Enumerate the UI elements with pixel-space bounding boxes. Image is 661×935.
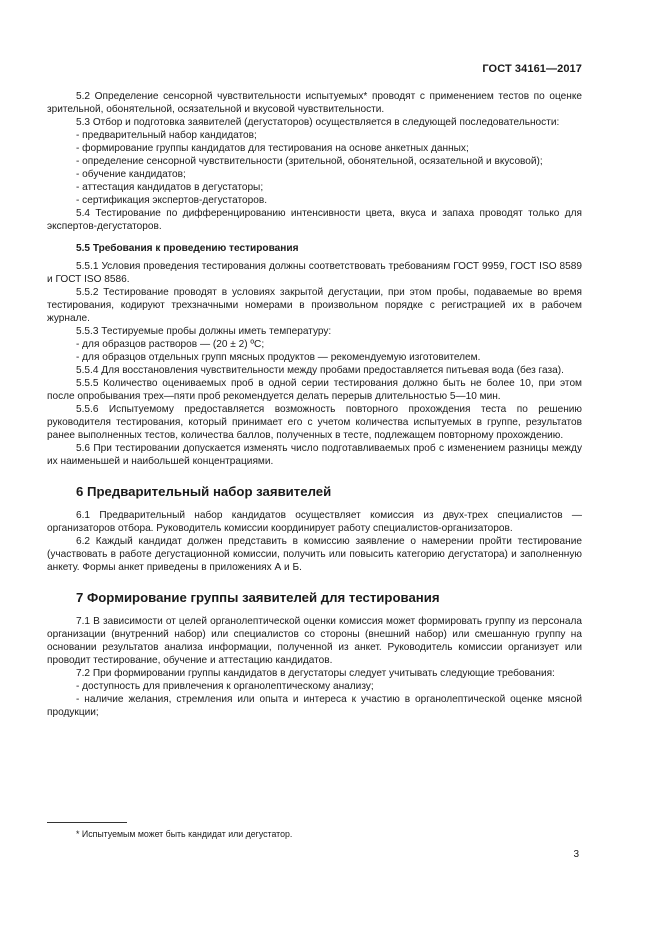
paragraph-5-5-3: 5.5.3 Тестируемые пробы должны иметь температуру: <box>76 326 332 337</box>
list-item: - формирование группы кандидатов для тестирования на основе анкетных данных; <box>76 143 469 154</box>
list-item: - доступность для привлечения к органолептическому анализу; <box>76 681 374 692</box>
list-item: - для образцов растворов — (20 ± 2) ºС; <box>76 339 265 350</box>
paragraph-5-5-1: 5.5.1 Условия проведения тестирования должны соответствовать требованиям ГОСТ 9959, ГОСТ ISO 8589 и ГОСТ ISO 8586. <box>47 261 582 285</box>
page-body <box>47 90 582 719</box>
footnote-divider <box>47 822 127 823</box>
paragraph-5-5-2: 5.5.2 Тестирование проводят в условиях закрытой дегустации, при этом пробы, подаваемые во время тестирования, кодируют трехзначными номерами в произвольном порядке с регистрацией их в рабочем журнале. <box>47 287 582 324</box>
standard-code: ГОСТ 34161—2017 <box>482 63 582 75</box>
paragraph-7-2: 7.2 При формировании группы кандидатов в дегустаторы следует учитывать следующие требования: <box>76 668 555 679</box>
paragraph-5-5-5: 5.5.5 Количество оцениваемых проб в одной серии тестирования должно быть не более 10, при этом после опробывания трех—пяти проб рекомендуется делать перерыв длительностью 5—10 мин. <box>47 378 582 402</box>
paragraph-6-1: 6.1 Предварительный набор кандидатов осуществляет комиссия из двух-трех специалистов — организаторов отбора. Руководитель комиссии координирует работу специалистов-организаторов. <box>47 510 582 534</box>
list-item: - аттестация кандидатов в дегустаторы; <box>76 182 264 193</box>
paragraph-5-4: 5.4 Тестирование по дифференцированию интенсивности цвета, вкуса и запаха проводят только для экспертов-дегустаторов. <box>47 208 582 232</box>
list-item: - предварительный набор кандидатов; <box>76 130 257 141</box>
paragraph-7-1: 7.1 В зависимости от целей органолептической оценки комиссия может формировать группу из персонала организации (внутренний набор) или специалистов со стороны (внешний набор) или смешанную группу на основании результатов анализа информации, полученной из анкет. Руководитель комиссии организует или проводит тестирование, обучение и аттестацию кандидатов. <box>47 616 582 666</box>
paragraph-5-3: 5.3 Отбор и подготовка заявителей (дегустаторов) осуществляется в следующей последовательности: <box>76 117 560 128</box>
section-heading-7: 7 Формирование группы заявителей для тестирования <box>76 590 440 605</box>
list-item: - для образцов отдельных групп мясных продуктов — рекомендуемую изготовителем. <box>76 352 481 363</box>
subsection-heading-5-5: 5.5 Требования к проведению тестирования <box>76 243 299 254</box>
paragraph-5-5-4: 5.5.4 Для восстановления чувствительности между пробами предоставляется питьевая вода (без газа). <box>76 365 564 376</box>
footnote: * Испытуемым может быть кандидат или дегустатор. <box>76 829 293 839</box>
list-item: - обучение кандидатов; <box>76 169 186 180</box>
paragraph-6-2: 6.2 Каждый кандидат должен представить в комиссию заявление о намерении пройти тестирование (участвовать в работе дегустационной комиссии, получить или повысить категорию дегустатора) и заполненную анкету. Формы анкет приведены в приложениях А и Б. <box>47 536 582 573</box>
paragraph-5-6: 5.6 При тестировании допускается изменять число подготавливаемых проб с изменением разницы между их наименьшей и наибольшей концентрациями. <box>47 443 582 467</box>
paragraph-5-5-6: 5.5.6 Испытуемому предоставляется возможность повторного прохождения теста по решению руководителя тестирования, который принимает его с учетом количества испытуемых в группе, результатов ранее выполненных тестов, количества баллов, полученных в тесте, подлежащем повторному прохождению. <box>47 404 582 441</box>
section-heading-6: 6 Предварительный набор заявителей <box>76 484 332 499</box>
list-item: - сертификация экспертов-дегустаторов. <box>76 195 267 206</box>
list-item: - наличие желания, стремления или опыта и интереса к участию в органолептической оценке мясной продукции; <box>47 694 582 718</box>
list-item: - определение сенсорной чувствительности (зрительной, обонятельной, осязательной и вкусовой); <box>76 156 543 167</box>
page-number: 3 <box>573 849 579 860</box>
paragraph-5-2: 5.2 Определение сенсорной чувствительности испытуемых* проводят с применением тестов по оценке зрительной, обонятельной, осязательной и вкусовой чувствительности. <box>47 91 582 115</box>
